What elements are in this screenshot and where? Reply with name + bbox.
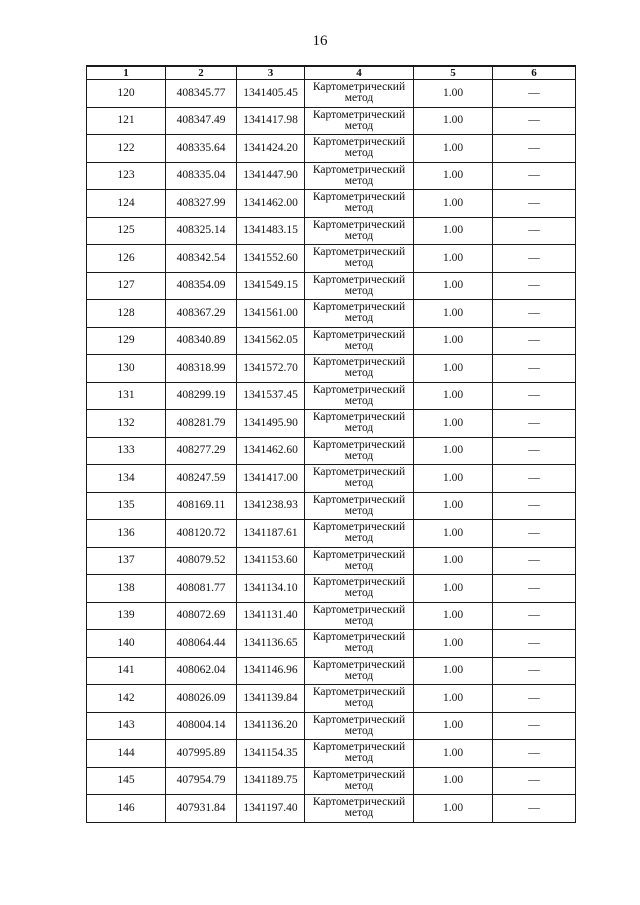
y-coordinate-cell: 1341134.10 [237,575,305,603]
x-coordinate-cell: 408347.49 [166,107,237,135]
method-cell [305,107,414,135]
method-text-line2: метод [344,202,374,215]
accuracy-cell: 1.00 [414,740,493,768]
accuracy-cell: 1.00 [414,602,493,630]
table-row [87,272,576,300]
table-row [87,767,576,795]
method-text-line1: Картометрический [312,218,406,231]
point-number-cell: 143 [87,712,166,740]
method-cell [305,217,414,245]
note-cell: — [493,327,576,355]
method-text-line2: метод [344,394,374,407]
method-text-line1: Картометрический [312,796,406,809]
x-coordinate-cell: 407995.89 [166,740,237,768]
table-row [87,410,576,438]
method-text-line2: метод [344,807,374,820]
x-coordinate-cell: 408004.14 [166,712,237,740]
accuracy-cell: 1.00 [414,217,493,245]
method-cell [305,630,414,658]
accuracy-cell: 1.00 [414,767,493,795]
x-coordinate-cell: 408026.09 [166,685,237,713]
point-number-cell: 135 [87,492,166,520]
x-coordinate-cell: 408340.89 [166,327,237,355]
point-number-cell: 134 [87,465,166,493]
method-text-line2: метод [344,669,374,682]
method-cell [305,712,414,740]
table-row [87,465,576,493]
x-coordinate-cell: 408367.29 [166,300,237,328]
point-number-cell: 145 [87,767,166,795]
table-row [87,107,576,135]
method-cell [305,602,414,630]
x-coordinate-cell: 408247.59 [166,465,237,493]
method-text-line2: метод [344,147,374,160]
y-coordinate-cell: 1341238.93 [237,492,305,520]
method-cell [305,300,414,328]
method-cell [305,162,414,190]
point-number-cell: 146 [87,795,166,823]
point-number-cell: 127 [87,272,166,300]
accuracy-cell: 1.00 [414,107,493,135]
x-coordinate-cell: 408120.72 [166,520,237,548]
table-row [87,300,576,328]
note-cell: — [493,437,576,465]
note-cell: — [493,630,576,658]
accuracy-cell: 1.00 [414,795,493,823]
note-cell: — [493,575,576,603]
method-text-line2: метод [344,587,374,600]
method-text-line1: Картометрический [312,246,406,259]
method-text-line2: метод [344,229,374,242]
point-number-cell: 140 [87,630,166,658]
x-coordinate-cell: 408281.79 [166,410,237,438]
y-coordinate-cell: 1341197.40 [237,795,305,823]
y-coordinate-cell: 1341136.65 [237,630,305,658]
x-coordinate-cell: 408072.69 [166,602,237,630]
accuracy-cell: 1.00 [414,630,493,658]
note-cell: — [493,712,576,740]
point-number-cell: 125 [87,217,166,245]
y-coordinate-cell: 1341562.05 [237,327,305,355]
accuracy-cell: 1.00 [414,327,493,355]
accuracy-cell: 1.00 [414,382,493,410]
accuracy-cell: 1.00 [414,135,493,163]
method-text-line2: метод [344,257,374,270]
table-row [87,602,576,630]
y-coordinate-cell: 1341495.90 [237,410,305,438]
point-number-cell: 131 [87,382,166,410]
method-cell [305,575,414,603]
accuracy-cell: 1.00 [414,657,493,685]
column-header: 6 [493,66,576,80]
method-text-line2: метод [344,642,374,655]
table-header-row [87,66,576,80]
note-cell: — [493,217,576,245]
x-coordinate-cell: 408327.99 [166,190,237,218]
table-row [87,382,576,410]
y-coordinate-cell: 1341153.60 [237,547,305,575]
accuracy-cell: 1.00 [414,355,493,383]
method-text-line2: метод [344,174,374,187]
point-number-cell: 120 [87,80,166,108]
point-number-cell: 132 [87,410,166,438]
method-text-line1: Картометрический [312,163,406,176]
y-coordinate-cell: 1341154.35 [237,740,305,768]
note-cell: — [493,520,576,548]
note-cell: — [493,382,576,410]
point-number-cell: 133 [87,437,166,465]
note-cell: — [493,107,576,135]
table-row [87,80,576,108]
point-number-cell: 123 [87,162,166,190]
column-header: 3 [237,66,305,80]
method-text-line1: Картометрический [312,273,406,286]
accuracy-cell: 1.00 [414,80,493,108]
point-number-cell: 136 [87,520,166,548]
method-text-line2: метод [344,367,374,380]
note-cell: — [493,272,576,300]
table-row [87,795,576,823]
x-coordinate-cell: 408079.52 [166,547,237,575]
x-coordinate-cell: 408299.19 [166,382,237,410]
method-cell [305,795,414,823]
accuracy-cell: 1.00 [414,162,493,190]
accuracy-cell: 1.00 [414,547,493,575]
accuracy-cell: 1.00 [414,492,493,520]
y-coordinate-cell: 1341136.20 [237,712,305,740]
point-number-cell: 142 [87,685,166,713]
table-row [87,520,576,548]
x-coordinate-cell: 408325.14 [166,217,237,245]
note-cell: — [493,767,576,795]
method-text-line1: Картометрический [312,438,406,451]
method-cell [305,465,414,493]
accuracy-cell: 1.00 [414,410,493,438]
note-cell: — [493,795,576,823]
accuracy-cell: 1.00 [414,575,493,603]
y-coordinate-cell: 1341417.00 [237,465,305,493]
page-number: 16 [312,33,328,49]
method-text-line1: Картометрический [312,383,406,396]
note-cell: — [493,492,576,520]
method-text-line2: метод [344,312,374,325]
method-text-line2: метод [344,92,374,105]
method-text-line2: метод [344,559,374,572]
method-cell [305,685,414,713]
method-cell [305,492,414,520]
method-cell [305,437,414,465]
point-number-cell: 121 [87,107,166,135]
method-text-line1: Картометрический [312,328,406,341]
method-text-line1: Картометрический [312,576,406,589]
method-cell [305,767,414,795]
y-coordinate-cell: 1341187.61 [237,520,305,548]
x-coordinate-cell: 408354.09 [166,272,237,300]
point-number-cell: 122 [87,135,166,163]
accuracy-cell: 1.00 [414,465,493,493]
note-cell: — [493,80,576,108]
method-text-line1: Картометрический [312,686,406,699]
accuracy-cell: 1.00 [414,712,493,740]
point-number-cell: 126 [87,245,166,273]
table-row [87,712,576,740]
method-text-line2: метод [344,614,374,627]
method-text-line2: метод [344,504,374,517]
column-header: 1 [87,66,166,80]
method-text-line2: метод [344,119,374,132]
note-cell: — [493,300,576,328]
point-number-cell: 130 [87,355,166,383]
y-coordinate-cell: 1341552.60 [237,245,305,273]
method-text-line2: метод [344,724,374,737]
x-coordinate-cell: 408335.64 [166,135,237,163]
accuracy-cell: 1.00 [414,245,493,273]
y-coordinate-cell: 1341139.84 [237,685,305,713]
y-coordinate-cell: 1341549.15 [237,272,305,300]
method-cell [305,382,414,410]
point-number-cell: 139 [87,602,166,630]
table-row [87,135,576,163]
x-coordinate-cell: 408081.77 [166,575,237,603]
method-text-line1: Картометрический [312,741,406,754]
method-cell [305,740,414,768]
table-row [87,245,576,273]
accuracy-cell: 1.00 [414,685,493,713]
coordinates-table [86,65,576,823]
note-cell: — [493,740,576,768]
table-row [87,630,576,658]
table-row [87,162,576,190]
y-coordinate-cell: 1341537.45 [237,382,305,410]
method-text-line2: метод [344,697,374,710]
method-text-line1: Картометрический [312,191,406,204]
note-cell: — [493,410,576,438]
accuracy-cell: 1.00 [414,300,493,328]
point-number-cell: 141 [87,657,166,685]
column-header: 4 [305,66,414,80]
method-cell [305,520,414,548]
method-text-line2: метод [344,477,374,490]
y-coordinate-cell: 1341405.45 [237,80,305,108]
y-coordinate-cell: 1341483.15 [237,217,305,245]
table-row [87,740,576,768]
method-text-line1: Картометрический [312,81,406,94]
table-row [87,355,576,383]
y-coordinate-cell: 1341462.00 [237,190,305,218]
method-text-line1: Картометрический [312,631,406,644]
method-text-line1: Картометрический [312,136,406,149]
y-coordinate-cell: 1341146.96 [237,657,305,685]
method-text-line1: Картометрический [312,301,406,314]
x-coordinate-cell: 408169.11 [166,492,237,520]
method-text-line1: Картометрический [312,713,406,726]
x-coordinate-cell: 408277.29 [166,437,237,465]
y-coordinate-cell: 1341561.00 [237,300,305,328]
x-coordinate-cell: 408342.54 [166,245,237,273]
note-cell: — [493,245,576,273]
table-row [87,685,576,713]
accuracy-cell: 1.00 [414,272,493,300]
note-cell: — [493,162,576,190]
method-text-line2: метод [344,422,374,435]
note-cell: — [493,602,576,630]
note-cell: — [493,355,576,383]
method-cell [305,80,414,108]
table-row [87,217,576,245]
y-coordinate-cell: 1341417.98 [237,107,305,135]
method-text-line1: Картометрический [312,356,406,369]
x-coordinate-cell: 408064.44 [166,630,237,658]
method-cell [305,272,414,300]
method-cell [305,657,414,685]
column-header: 2 [166,66,237,80]
y-coordinate-cell: 1341447.90 [237,162,305,190]
method-text-line1: Картометрический [312,658,406,671]
method-text-line2: метод [344,284,374,297]
method-text-line1: Картометрический [312,548,406,561]
method-text-line1: Картометрический [312,108,406,121]
accuracy-cell: 1.00 [414,520,493,548]
method-text-line1: Картометрический [312,493,406,506]
method-text-line2: метод [344,339,374,352]
method-cell [305,547,414,575]
method-text-line1: Картометрический [312,603,406,616]
point-number-cell: 144 [87,740,166,768]
table-row [87,190,576,218]
point-number-cell: 137 [87,547,166,575]
table-row [87,327,576,355]
method-cell [305,135,414,163]
table-row [87,547,576,575]
note-cell: — [493,547,576,575]
note-cell: — [493,657,576,685]
table-row [87,437,576,465]
method-text-line1: Картометрический [312,411,406,424]
method-cell [305,245,414,273]
table-row [87,575,576,603]
note-cell: — [493,190,576,218]
method-text-line2: метод [344,779,374,792]
y-coordinate-cell: 1341424.20 [237,135,305,163]
x-coordinate-cell: 407954.79 [166,767,237,795]
column-header: 5 [414,66,493,80]
x-coordinate-cell: 408345.77 [166,80,237,108]
x-coordinate-cell: 407931.84 [166,795,237,823]
method-cell [305,355,414,383]
table-row [87,492,576,520]
method-text-line1: Картометрический [312,768,406,781]
point-number-cell: 128 [87,300,166,328]
table-row [87,657,576,685]
y-coordinate-cell: 1341572.70 [237,355,305,383]
x-coordinate-cell: 408318.99 [166,355,237,383]
method-cell [305,410,414,438]
method-text-line2: метод [344,449,374,462]
method-text-line1: Картометрический [312,521,406,534]
method-text-line1: Картометрический [312,466,406,479]
note-cell: — [493,465,576,493]
x-coordinate-cell: 408335.04 [166,162,237,190]
accuracy-cell: 1.00 [414,190,493,218]
y-coordinate-cell: 1341131.40 [237,602,305,630]
point-number-cell: 138 [87,575,166,603]
accuracy-cell: 1.00 [414,437,493,465]
method-cell [305,327,414,355]
y-coordinate-cell: 1341189.75 [237,767,305,795]
method-text-line2: метод [344,532,374,545]
method-cell [305,190,414,218]
note-cell: — [493,685,576,713]
y-coordinate-cell: 1341462.60 [237,437,305,465]
x-coordinate-cell: 408062.04 [166,657,237,685]
method-text-line2: метод [344,752,374,765]
point-number-cell: 129 [87,327,166,355]
note-cell: — [493,135,576,163]
point-number-cell: 124 [87,190,166,218]
